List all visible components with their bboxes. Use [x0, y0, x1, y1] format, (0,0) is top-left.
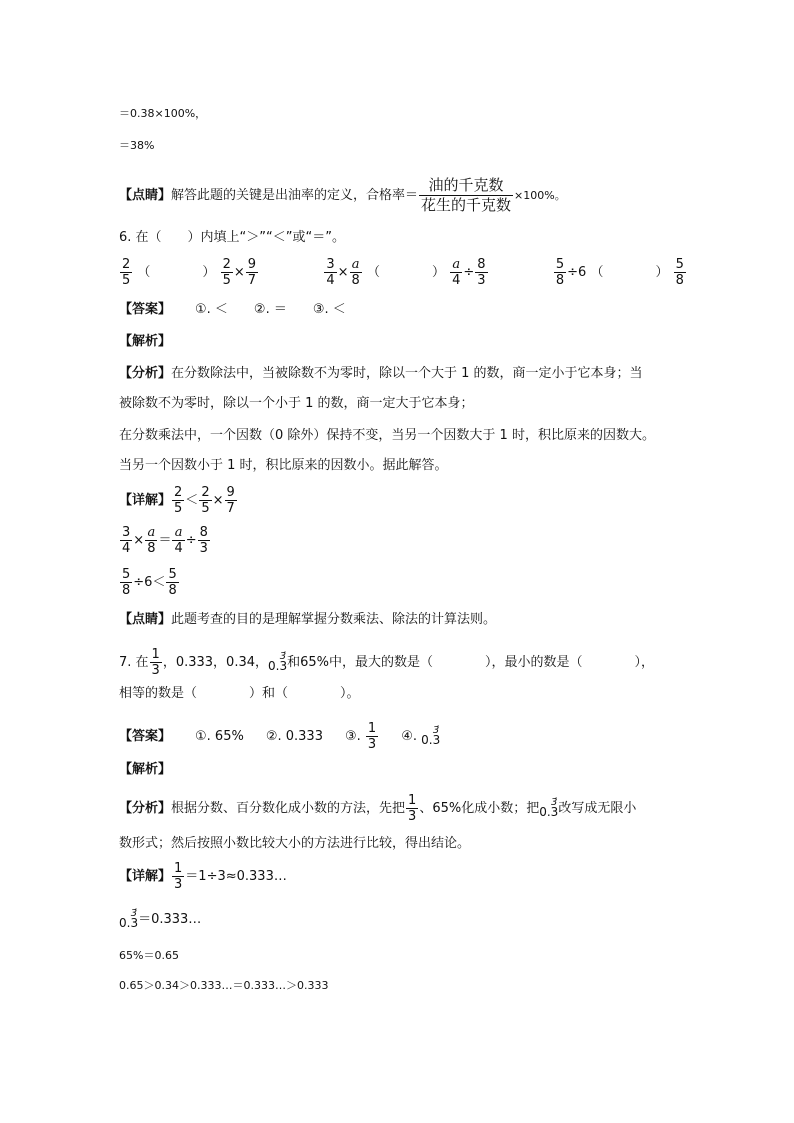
dianjing-text: 解答此题的关键是出油率的定义，合格率＝ — [171, 188, 419, 203]
repeating-decimal: 0.3 3̇ — [268, 651, 288, 673]
q6-xiangjie-2: $\frac{3}{4}$ × $\frac{a}{8}$ ＝ $\frac{a}{4}$ ÷ $\frac{8}{3}$ — [122, 525, 208, 556]
q6-stem: 6. 在（ ）内填上“＞”“＜”或“＝”。 — [119, 230, 345, 245]
q6-answer: 【答案】 ①. ＜ ②. ＝ ③. ＜ — [119, 302, 346, 317]
oil-rate-fraction: $\frac{\text{油的千克数}}{\text{花生的千克数}}$ — [421, 176, 512, 214]
q6-items — [119, 256, 687, 290]
calc-line-1: ＝0.38×100%， — [119, 107, 207, 120]
q7-answer: 【答案】 ①. 65% ②. 0.333 ③. $\frac{1}{3}$ ④. 0.3 3̇ — [119, 721, 441, 752]
q7-xiangjie-1: 【详解】 $\frac{1}{3}$ ＝1÷3≈0.333… — [119, 861, 287, 892]
q6-xiangjie-3: $\frac{5}{8}$ ÷6＜ $\frac{5}{8}$ — [122, 567, 177, 598]
q7-jiexi: 【解析】 — [119, 762, 172, 777]
q7-xiangjie-2: 0.3 3̇ ＝0.333… — [119, 908, 202, 930]
q6-fenxi-3: 在分数乘法中，一个因数（0 除外）保持不变，当另一个因数大于 1 时，积比原来的因数大。 — [119, 428, 655, 443]
dianjing-label: 【点睛】 — [119, 188, 172, 203]
q6-fenxi-1: 【分析】在分数除法中，当被除数不为零时，除以一个大于 1 的数，商一定小于它本身；当 — [119, 366, 643, 381]
q7-fenxi-2: 数形式；然后按照小数比较大小的方法进行比较，得出结论。 — [119, 836, 471, 851]
q6-dianjing: 【点睛】此题考查的目的是理解掌握分数乘法、除法的计算法则。 — [119, 612, 497, 627]
q6-xiangjie-1: 【详解】 $\frac{2}{5}$ ＜ $\frac{2}{5}$ × $\frac{9}{7}$ — [119, 485, 235, 516]
q6-fenxi-2: 被除数不为零时，除以一个小于 1 的数，商一定大于它本身； — [119, 396, 474, 411]
calc-line-2: ＝38% — [119, 139, 155, 152]
q6-jiexi: 【解析】 — [119, 334, 172, 349]
q7-stem-1: 7. 在 $\frac{1}{3}$ ，0.333，0.34，0.3 3̇ 和65%中，最大的数是（ ），最小的数是（ ）， — [119, 642, 654, 683]
q6-item-1: $\frac{2}{5}$ （ ） $\frac{2}{5}$ × $\frac{9}{7}$ — [122, 257, 257, 288]
q7-stem-2: 相等的数是（ ）和（ ）。 — [119, 686, 360, 701]
q7-fenxi-1: 【分析】根据分数、百分数化成小数的方法，先把 $\frac{1}{3}$ 、65%化成小数；把0.3 3̇ 改写成无限小 — [119, 793, 637, 824]
q6-item-2: $\frac{3}{4}$ × $\frac{a}{8}$ （ ） $\frac{a}{4}$ ÷ $\frac{8}{3}$ — [326, 257, 486, 288]
q7-xiangjie-4: 0.65＞0.34＞0.333…＝0.333…＞0.333 — [119, 979, 329, 992]
q6-item-3: $\frac{5}{8}$ ÷6 （ ） $\frac{5}{8}$ — [555, 257, 684, 288]
q7-xiangjie-3: 65%＝0.65 — [119, 949, 179, 962]
q6-fenxi-4: 当另一个因数小于 1 时，积比原来的因数小。据此解答。 — [119, 458, 448, 473]
top-dianjing: 【点睛】解答此题的关键是出油率的定义，合格率＝ $\frac{\text{油的千克数}}{\text{花生的千克数}}$ ×100%。 — [119, 176, 566, 214]
